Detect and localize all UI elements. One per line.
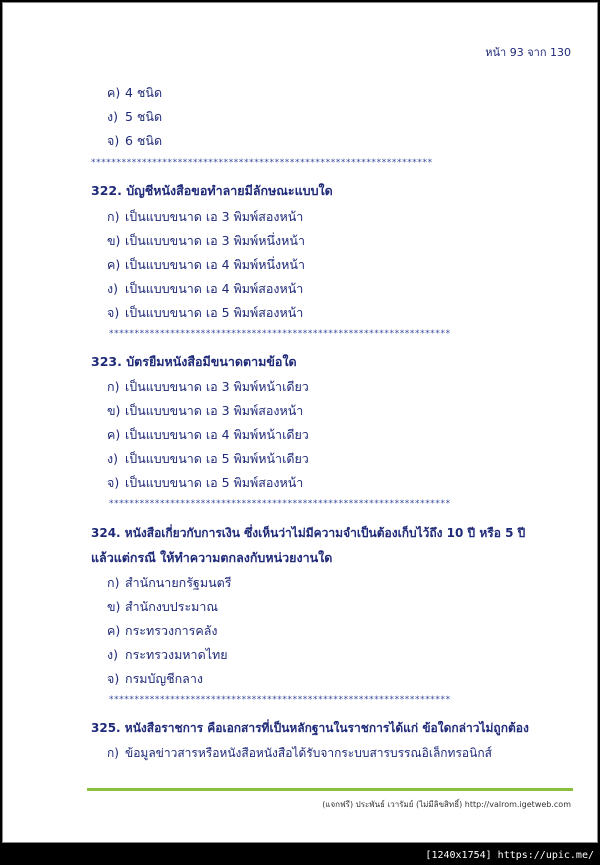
- image-size-watermark: [1240x1754] https://upic.me/: [425, 850, 594, 861]
- q322-option-c: ค) เป็นแบบขนาด เอ 4 พิมพ์หนึ่งหน้า: [107, 257, 305, 272]
- q322-option-a: ก) เป็นแบบขนาด เอ 3 พิมพ์สองหน้า: [107, 209, 304, 224]
- footer-credit: (แจกฟรี) ประพันธ์ เวารัมย์ (ไม่มีลิขสิทธิ์) http://valrom.igetweb.com: [322, 800, 571, 809]
- separator-stars: *******************************************************************: [109, 695, 451, 705]
- question-323-title: 323. บัตรยืมหนังสือมีขนาดตามข้อใด: [91, 354, 297, 369]
- question-324-title-line1: 324. หนังสือเกี่ยวกับการเงิน ซึ่งเห็นว่าไม่มีความจำเป็นต้องเก็บไว้ถึง 10 ปี หรือ 5 ปี: [91, 526, 526, 540]
- q324-option-c: ค) กระทรวงการคลัง: [107, 623, 218, 638]
- document-page: [2, 2, 598, 843]
- page-number: หน้า 93 จาก 130: [485, 46, 571, 59]
- q324-option-a: ก) สำนักนายกรัฐมนตรี: [107, 575, 232, 590]
- footer-divider: [87, 788, 573, 791]
- question-325-title: 325. หนังสือราชการ คือเอกสารที่เป็นหลักฐานในราชการได้แก่ ข้อใดกล่าวไม่ถูกต้อง: [91, 721, 529, 735]
- q322-option-b: ข) เป็นแบบขนาด เอ 3 พิมพ์หนึ่งหน้า: [107, 233, 305, 248]
- q324-option-b: ข) สำนักงบประมาณ: [107, 599, 219, 614]
- q323-option-b: ข) เป็นแบบขนาด เอ 3 พิมพ์สองหน้า: [107, 403, 304, 418]
- separator-stars: *******************************************************************: [109, 499, 451, 509]
- q324-option-d: ง) กระทรวงมหาดไทย: [107, 647, 228, 662]
- option-prev-c: ค) 4 ชนิด: [107, 85, 163, 100]
- q323-option-c: ค) เป็นแบบขนาด เอ 4 พิมพ์หน้าเดียว: [107, 427, 309, 442]
- q325-option-a: ก) ข้อมูลข่าวสารหรือหนังสือหนังสือได้รับจากระบบสารบรรณอิเล็กทรอนิกส์: [107, 746, 492, 760]
- q322-option-d: ง) เป็นแบบขนาด เอ 4 พิมพ์สองหน้า: [107, 281, 304, 296]
- option-prev-d: ง) 5 ชนิด: [107, 109, 163, 124]
- separator-stars: *******************************************************************: [91, 158, 433, 168]
- question-322-title: 322. บัญชีหนังสือขอทำลายมีลักษณะแบบใด: [91, 183, 333, 198]
- question-324-title-line2: แล้วแต่กรณี ให้ทำความตกลงกับหน่วยงานใด: [91, 550, 333, 565]
- separator-stars: *******************************************************************: [109, 329, 451, 339]
- q323-option-a: ก) เป็นแบบขนาด เอ 3 พิมพ์หน้าเดียว: [107, 379, 309, 394]
- q324-option-e: จ) กรมบัญชีกลาง: [107, 671, 203, 686]
- q322-option-e: จ) เป็นแบบขนาด เอ 5 พิมพ์สองหน้า: [107, 305, 304, 320]
- q323-option-d: ง) เป็นแบบขนาด เอ 5 พิมพ์หน้าเดียว: [107, 451, 309, 466]
- option-prev-e: จ) 6 ชนิด: [107, 133, 163, 148]
- q323-option-e: จ) เป็นแบบขนาด เอ 5 พิมพ์สองหน้า: [107, 475, 304, 490]
